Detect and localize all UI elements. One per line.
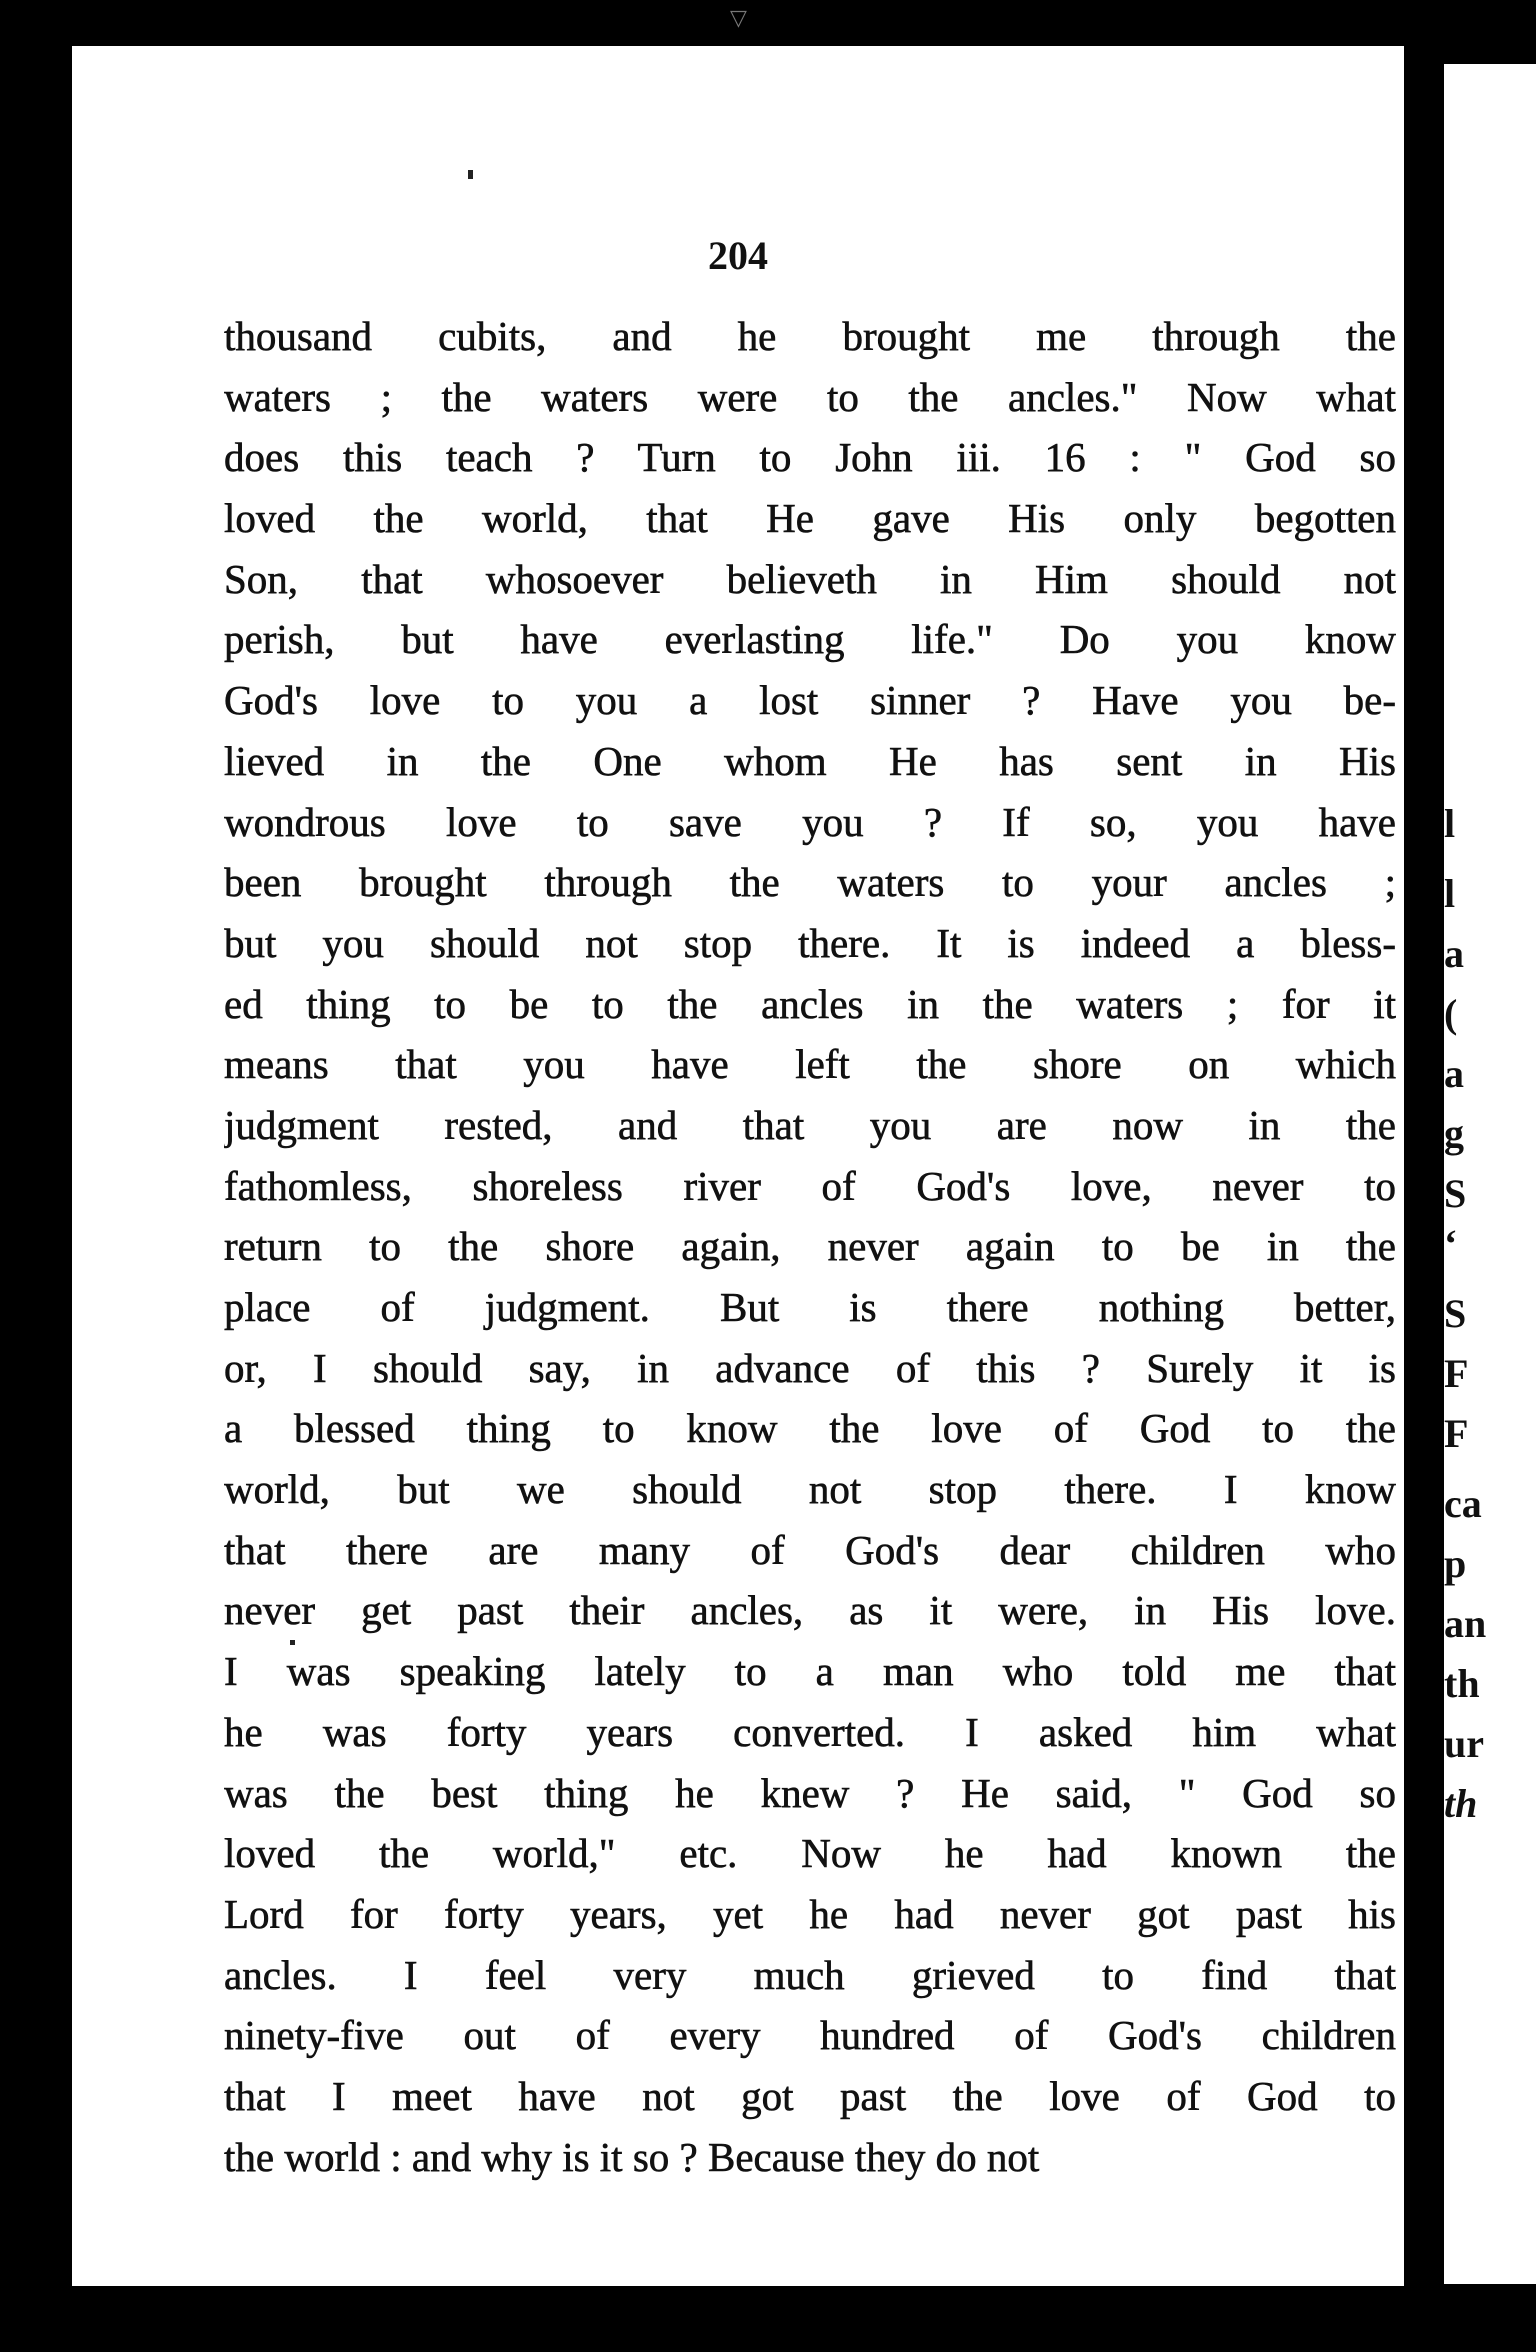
text-line: God's love to you a lost sinner ? Have you be-: [224, 677, 1396, 724]
text-line: was the best thing he knew ? He said, " God so: [224, 1769, 1396, 1816]
adjacent-text-fragment: S: [1444, 1171, 1467, 1216]
text-line: lieved in the One whom He has sent in His: [224, 737, 1396, 784]
text-line: thousand cubits, and he brought me through the: [224, 313, 1396, 359]
text-line: but you should not stop there. It is indeed a bless-: [224, 919, 1396, 966]
adjacent-text-fragment: th: [1444, 1661, 1480, 1706]
adjacent-text-fragment: ca: [1444, 1481, 1482, 1526]
adjacent-text-fragment: a: [1444, 1051, 1464, 1096]
text-line: a blessed thing to know the love of God to the: [224, 1405, 1396, 1452]
adjacent-text-fragment: (: [1444, 991, 1458, 1036]
adjacent-text-fragment: F: [1444, 1351, 1469, 1396]
adjacent-text-fragment: ur: [1444, 1721, 1484, 1766]
text-line: that there are many of God's dear children who: [224, 1526, 1396, 1573]
adjacent-text-fragment: F: [1444, 1411, 1469, 1456]
text-line: I was speaking lately to a man who told me that: [224, 1648, 1396, 1695]
adjacent-text-fragment: l: [1444, 871, 1456, 916]
text-line: ninety-five out of every hundred of God's children: [224, 2012, 1396, 2059]
speck: [468, 170, 473, 179]
text-line: been brought through the waters to your ancles ;: [224, 859, 1396, 906]
adjacent-text-fragment: ‘: [1444, 1221, 1458, 1266]
text-line: the world : and why is it so ? Because they do not: [224, 2133, 1040, 2180]
text-line: or, I should say, in advance of this ? Surely it is: [224, 1344, 1396, 1391]
text-line: waters ; the waters were to the ancles." Now what: [224, 373, 1396, 420]
adjacent-text-fragment: th: [1444, 1781, 1478, 1826]
text-line: judgment rested, and that you are now in the: [224, 1101, 1396, 1148]
text-line: ancles. I feel very much grieved to find that: [224, 1951, 1396, 1998]
adjacent-page-edge: [1444, 64, 1536, 2284]
text-line: perish, but have everlasting life." Do you know: [224, 616, 1396, 663]
adjacent-text-fragment: p: [1444, 1541, 1467, 1586]
text-line: loved the world," etc. Now he had known the: [224, 1830, 1396, 1877]
text-line: never get past their ancles, as it were, in His love.: [224, 1587, 1396, 1634]
adjacent-text-fragment: l: [1444, 801, 1456, 846]
text-line: wondrous love to save you ? If so, you have: [224, 798, 1396, 845]
text-line: return to the shore again, never again to be in the: [224, 1223, 1396, 1270]
text-line: world, but we should not stop there. I know: [224, 1466, 1396, 1513]
binding-mark: ▽: [730, 6, 747, 31]
text-line: loved the world, that He gave His only begotten: [224, 495, 1396, 542]
text-line: place of judgment. But is there nothing better,: [224, 1284, 1396, 1330]
text-line: ed thing to be to the ancles in the waters ; for it: [224, 980, 1396, 1027]
text-line: Son, that whosoever believeth in Him should not: [224, 555, 1396, 602]
text-line: he was forty years converted. I asked him what: [224, 1708, 1396, 1755]
adjacent-text-fragment: S: [1444, 1291, 1467, 1336]
text-line: does this teach ? Turn to John iii. 16 : " God so: [224, 434, 1396, 481]
book-page: [72, 46, 1404, 2286]
text-line: that I meet have not got past the love of God to: [224, 2072, 1396, 2119]
text-line: Lord for forty years, yet he had never got past his: [224, 1890, 1396, 1937]
text-line: means that you have left the shore on which: [224, 1041, 1396, 1088]
speck: [290, 1640, 295, 1645]
page-number: 204: [708, 233, 768, 278]
text-line: fathomless, shoreless river of God's love, never to: [224, 1162, 1396, 1209]
adjacent-text-fragment: a: [1444, 931, 1464, 976]
adjacent-text-fragment: g: [1444, 1111, 1464, 1156]
adjacent-text-fragment: an: [1444, 1601, 1487, 1646]
page-body: [224, 306, 1396, 2187]
